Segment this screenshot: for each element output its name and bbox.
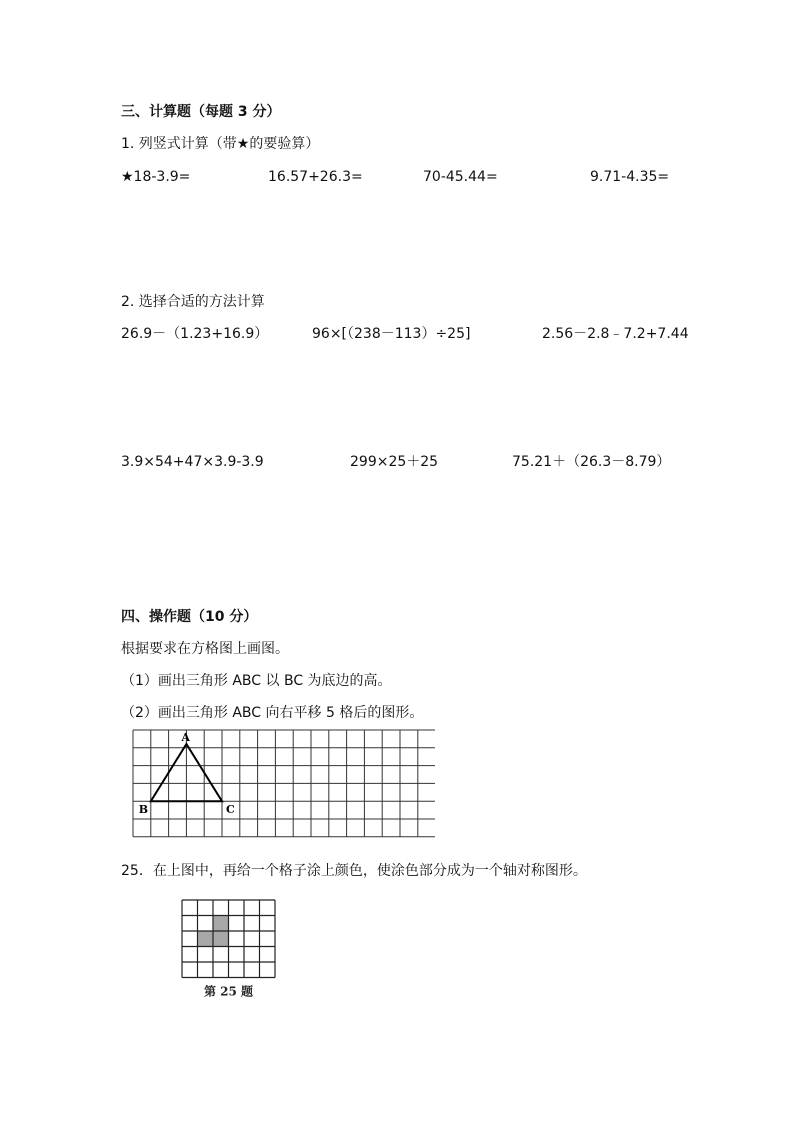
q2-row2-item-2: 299×25＋25 bbox=[350, 454, 439, 470]
task-1: （1）画出三角形 ABC 以 BC 为底边的高。 bbox=[121, 673, 392, 689]
section4-intro: 根据要求在方格图上画图。 bbox=[121, 641, 289, 657]
q25-figure bbox=[176, 894, 286, 1010]
vertex-label-b: B bbox=[138, 803, 149, 817]
q1-item-3: 70-45.44= bbox=[423, 169, 498, 185]
triangle-grid-figure bbox=[125, 726, 435, 850]
vertex-label-c: C bbox=[226, 803, 235, 817]
shaded-cell bbox=[213, 916, 229, 932]
q1-item-2: 16.57+26.3= bbox=[268, 169, 363, 185]
shaded-cell bbox=[213, 931, 229, 947]
q25-grid bbox=[176, 894, 286, 1006]
q1-item-4: 9.71-4.35= bbox=[590, 169, 670, 185]
vertex-label-a: A bbox=[181, 731, 190, 744]
triangle-grid bbox=[125, 726, 435, 846]
q1-title: 1. 列竖式计算（带★的要验算） bbox=[121, 136, 320, 152]
q2-row1-item-1: 26.9－（1.23+16.9） bbox=[121, 326, 269, 342]
q25-text: 25．在上图中，再给一个格子涂上颜色，使涂色部分成为一个轴对称图形。 bbox=[121, 863, 587, 879]
q2-row1-item-2: 96×[（238－113）÷25] bbox=[312, 326, 471, 342]
q2-title: 2. 选择合适的方法计算 bbox=[121, 294, 265, 310]
section3-heading: 三、计算题（每题 3 分） bbox=[121, 104, 281, 120]
q2-row1-item-3: 2.56－2.8﹣7.2+7.44 bbox=[542, 326, 689, 342]
q1-item-1: ★18-3.9= bbox=[121, 169, 191, 185]
task-2: （2）画出三角形 ABC 向右平移 5 格后的图形。 bbox=[121, 705, 424, 721]
q2-row2-item-1: 3.9×54+47×3.9-3.9 bbox=[121, 454, 264, 470]
section4-heading: 四、操作题（10 分） bbox=[121, 609, 258, 625]
q25-caption: 第 25 题 bbox=[203, 984, 254, 999]
shaded-cell bbox=[198, 931, 214, 947]
q2-row2-item-3: 75.21＋（26.3－8.79） bbox=[512, 454, 671, 470]
